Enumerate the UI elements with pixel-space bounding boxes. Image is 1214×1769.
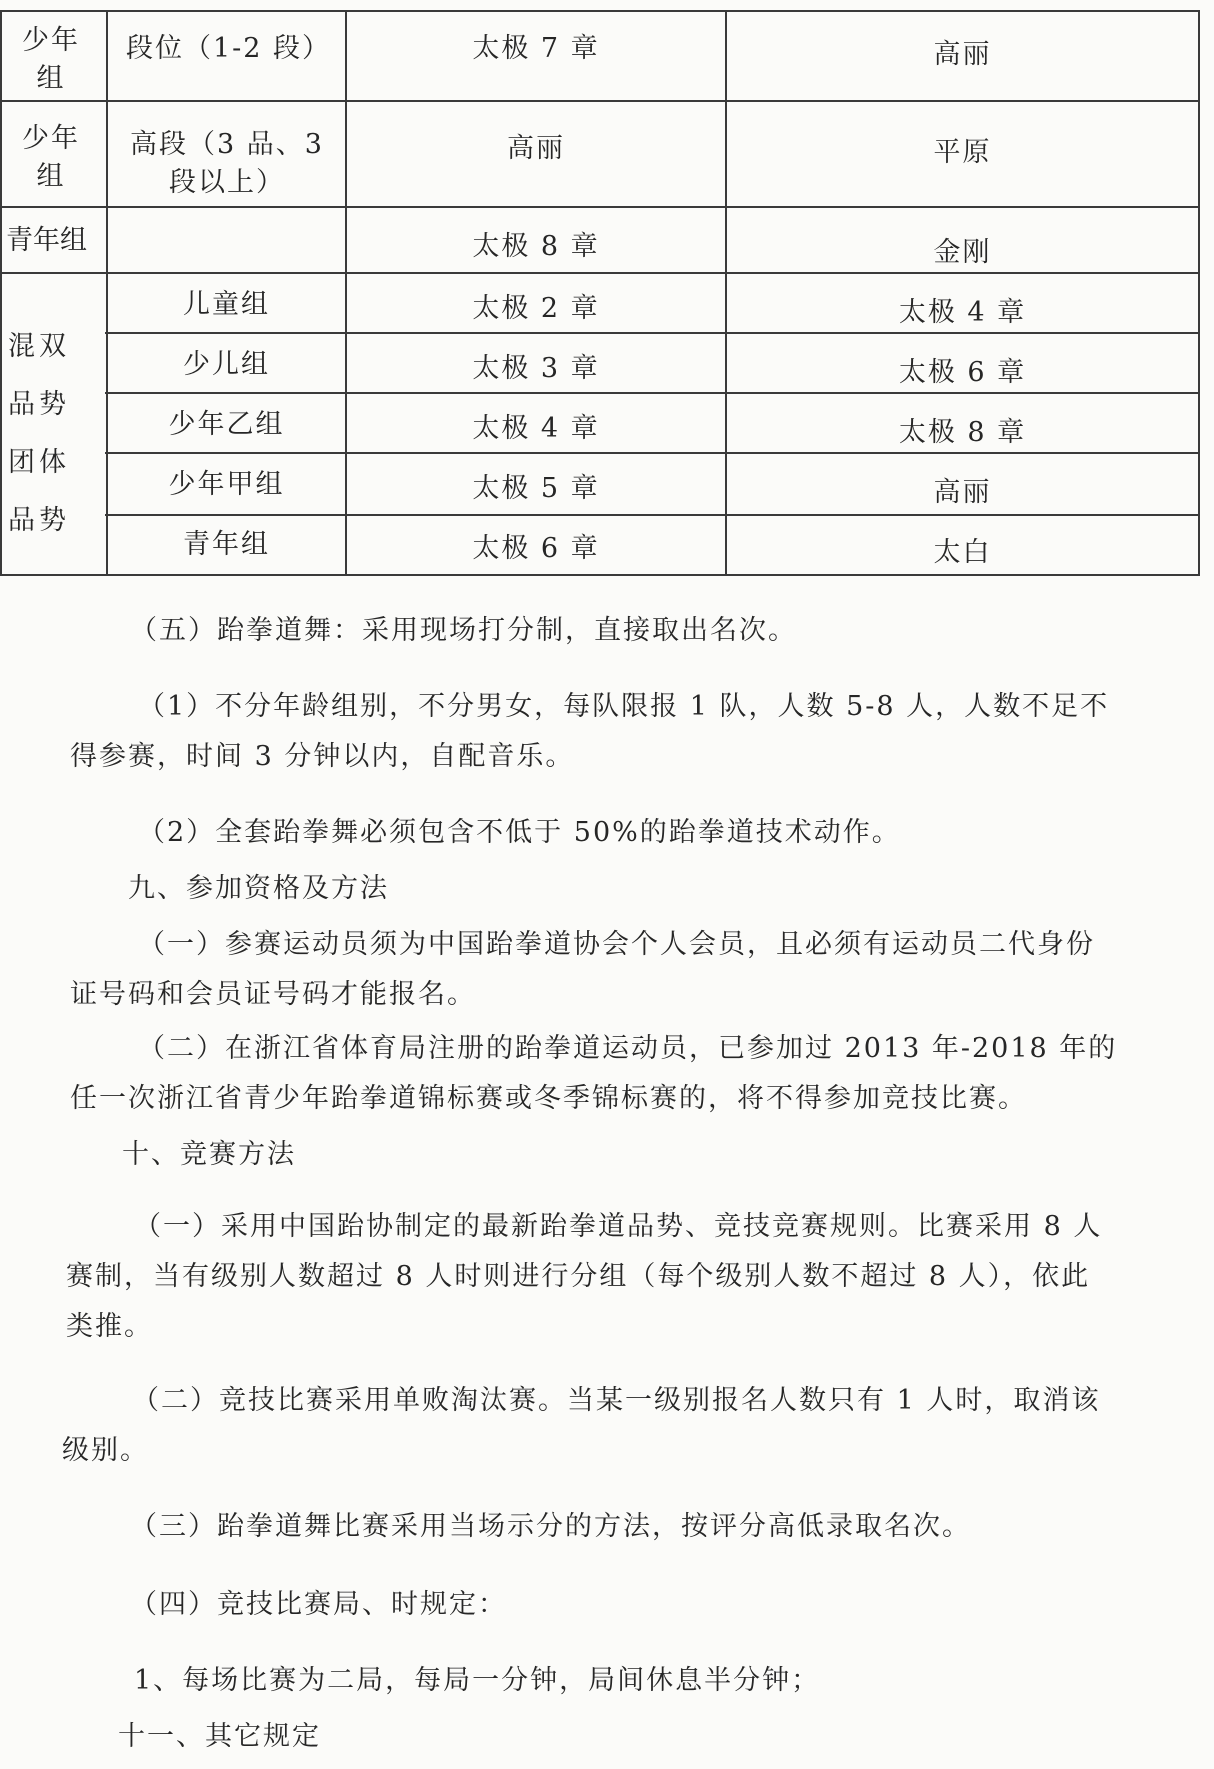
table-cell-form2: 太极 6 章 [898, 357, 1027, 388]
section-heading: 十一、其它规定 [118, 1721, 321, 1752]
table-cell-form1: 太极 5 章 [472, 473, 600, 504]
forms-table [0, 0, 1214, 590]
section-paragraph: （一）采用中国跆协制定的最新跆拳道品势、竞技竞赛规则。比赛采用 8 人赛制，当有级别人数超过 8 人时则进行分组（每个级别人数不超过 8 人），依此类推。 [66, 1211, 1103, 1342]
table-border [105, 514, 1200, 516]
table-cell-mixed-group: 混双品势团体品势 [8, 331, 70, 536]
section-paragraph: 1、每场比赛为二局，每局一分钟，局间休息半分钟； [134, 1665, 821, 1696]
table-border [1198, 10, 1200, 576]
table-cell-form2: 平原 [933, 137, 992, 168]
table-border [0, 100, 1200, 102]
table-border [105, 332, 1200, 334]
section-heading: 十、竞赛方法 [122, 1139, 296, 1170]
table-border [105, 392, 1200, 394]
table-cell-form1: 太极 8 章 [472, 231, 600, 262]
table-cell-group: 少年组 [22, 123, 80, 192]
table-cell-form1: 太极 3 章 [472, 353, 600, 384]
table-cell-group: 少年组 [22, 25, 80, 94]
section-paragraph: （四）竞技比赛局、时规定： [130, 1589, 507, 1620]
table-cell-level: 少年乙组 [168, 409, 285, 440]
table-cell-form2: 高丽 [933, 39, 992, 70]
table-cell-form1: 太极 6 章 [472, 533, 600, 564]
table-border [105, 452, 1200, 454]
table-border [0, 10, 1200, 12]
table-cell-group: 青年组 [6, 225, 87, 256]
section-paragraph: （1）不分年龄组别，不分男女，每队限报 1 队，人数 5-8 人，人数不足不得参赛，时间 3 分钟以内，自配音乐。 [70, 691, 1110, 772]
table-cell-form1: 太极 7 章 [472, 33, 600, 64]
section-paragraph: （一）参赛运动员须为中国跆拳道协会个人会员，且必须有运动员二代身份证号码和会员证号码才能报名。 [70, 929, 1095, 1010]
table-cell-level: 少儿组 [183, 349, 270, 380]
section-paragraph: （五）跆拳道舞：采用现场打分制，直接取出名次。 [130, 615, 797, 646]
table-cell-form2: 高丽 [933, 477, 992, 508]
section-heading: 九、参加资格及方法 [128, 873, 389, 904]
table-cell-form2: 太白 [933, 537, 992, 568]
table-cell-level: 高段（3 品、3 段以上） [130, 129, 324, 198]
table-cell-level: 段位（1-2 段） [126, 33, 332, 64]
table-cell-form1: 太极 2 章 [472, 293, 600, 324]
table-cell-level: 少年甲组 [168, 469, 285, 500]
table-cell-form2: 太极 8 章 [898, 417, 1027, 448]
table-cell-level: 儿童组 [183, 289, 270, 320]
table-border [0, 10, 2, 576]
table-border [0, 272, 1200, 274]
table-border [0, 206, 1200, 208]
section-paragraph: （2）全套跆拳舞必须包含不低于 50%的跆拳道技术动作。 [138, 817, 901, 848]
table-border [0, 574, 1200, 576]
table-cell-form2: 太极 4 章 [898, 297, 1027, 328]
table-cell-form1: 高丽 [507, 133, 565, 164]
section-paragraph: （三）跆拳道舞比赛采用当场示分的方法，按评分高低录取名次。 [130, 1511, 971, 1542]
table-cell-form1: 太极 4 章 [472, 413, 600, 444]
table-cell-level: 青年组 [183, 529, 270, 560]
table-cell-form2: 金刚 [933, 237, 992, 268]
section-paragraph: （二）竞技比赛采用单败淘汰赛。当某一级别报名人数只有 1 人时，取消该级别。 [62, 1385, 1101, 1466]
section-paragraph: （二）在浙江省体育局注册的跆拳道运动员，已参加过 2013 年-2018 年的任一次浙江省青少年跆拳道锦标赛或冬季锦标赛的，将不得参加竞技比赛。 [70, 1033, 1118, 1114]
